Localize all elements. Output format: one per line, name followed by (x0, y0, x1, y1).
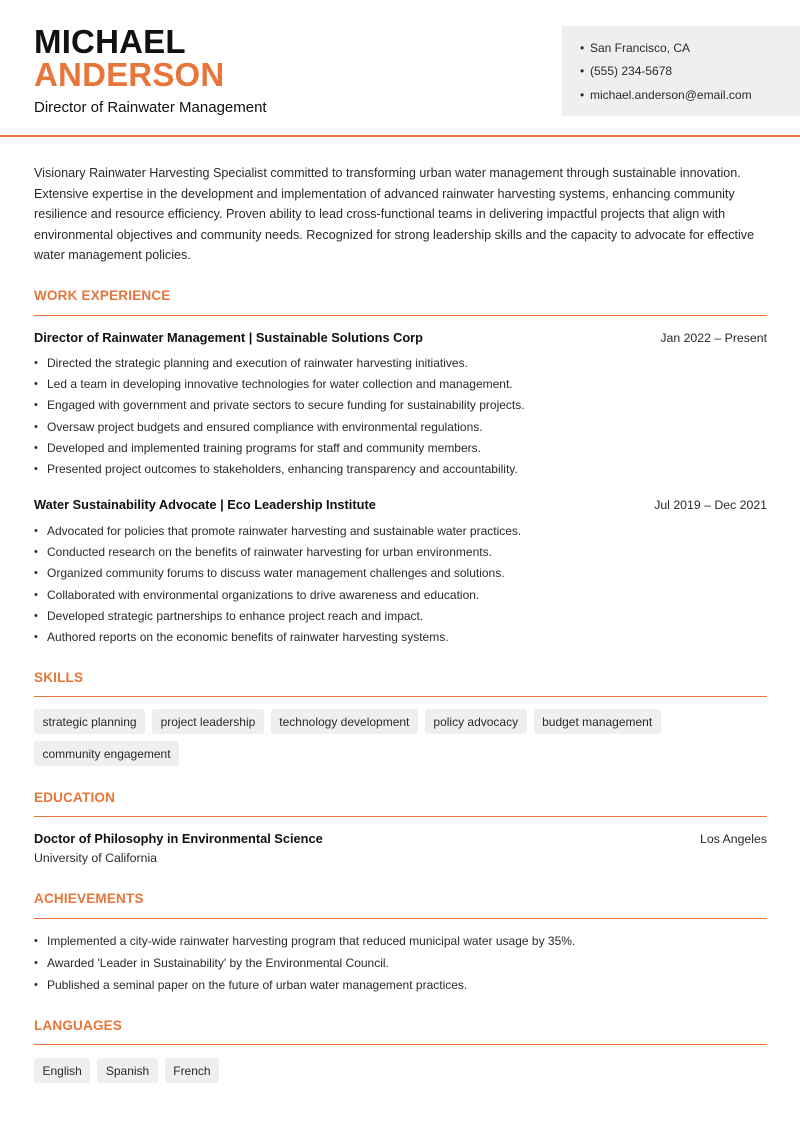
contact-phone-text[interactable]: (555) 234-5678 (590, 64, 673, 79)
bullet-icon: • (34, 524, 38, 537)
bullet-icon: • (34, 609, 38, 622)
last-name: ANDERSON (34, 56, 225, 93)
list-item (34, 605, 767, 626)
bullet-icon: • (34, 979, 38, 991)
list-item (34, 458, 767, 479)
list-item (34, 395, 767, 416)
section-title-skills: SKILLS (34, 670, 84, 685)
bullet-icon: • (580, 40, 585, 55)
bullet-icon: • (34, 420, 38, 433)
list-item-text: Led a team in developing innovative technologies for water collection and management. (47, 376, 513, 391)
list-item (34, 541, 767, 562)
language-tag: English (34, 1058, 90, 1083)
contact-location (580, 36, 800, 60)
languages-tag-list (34, 1058, 774, 1083)
section-title-languages: LANGUAGES (34, 1018, 123, 1033)
skill-tag: budget management (534, 709, 661, 734)
list-item-text: Implemented a city-wide rainwater harvesting program that reduced municipal water usage by 35%. (47, 934, 576, 948)
list-item (34, 520, 767, 541)
list-item-text: Developed strategic partnerships to enhance project reach and impact. (47, 608, 424, 623)
list-item-text: Advocated for policies that promote rainwater harvesting and sustainable water practices. (47, 523, 522, 538)
bullet-icon: • (580, 87, 585, 102)
list-item (34, 930, 767, 952)
skill-tag: community engagement (34, 741, 179, 766)
bullet-icon: • (34, 588, 38, 601)
language-tag: French (165, 1058, 219, 1083)
job-dates: Jul 2019 – Dec 2021 (654, 498, 767, 512)
achievements-list (34, 930, 767, 996)
bullet-icon: • (34, 399, 38, 412)
list-item-text: Directed the strategic planning and execution of rainwater harvesting initiatives. (47, 355, 468, 370)
bullet-icon: • (34, 935, 38, 947)
bullet-icon: • (34, 377, 38, 390)
list-item-text: Published a seminal paper on the future of urban water management practices. (47, 978, 468, 992)
skills-tag-list (34, 709, 774, 766)
list-item (34, 563, 767, 584)
job-entry-header (34, 330, 767, 345)
job-entry-header (34, 497, 767, 512)
bullet-icon: • (34, 631, 38, 644)
section-title-work: WORK EXPERIENCE (34, 288, 171, 303)
list-item (34, 626, 767, 647)
skill-tag: policy advocacy (425, 709, 527, 734)
skill-tag: technology development (271, 709, 418, 734)
list-item-text: Collaborated with environmental organizations to drive awareness and education. (47, 587, 480, 602)
list-item-text: Engaged with government and private sectors to secure funding for sustainability projects. (47, 398, 525, 413)
skill-tag: project leadership (152, 709, 264, 734)
skill-tag: strategic planning (34, 709, 145, 734)
section-title-education: EDUCATION (34, 790, 116, 805)
list-item-text: Awarded 'Leader in Sustainability' by the Environmental Council. (47, 956, 389, 970)
job-bullet-list (34, 352, 767, 480)
list-item-text: Authored reports on the economic benefits of rainwater harvesting systems. (47, 630, 449, 645)
degree: Doctor of Philosophy in Environmental Science (34, 831, 323, 846)
summary-paragraph: Visionary Rainwater Harvesting Specialist committed to transforming urban water management through sustainable innovation. Extensive expertise in the development and implementation of advanced rainwater harvesting systems, enhancing community resilience and resource efficiency. Proven ability to lead cross-functional teams in delivering impactful projects that align with environmental objectives and community needs. Recognized for strong leadership skills and the capacity to advocate for effective water management policies. (34, 166, 755, 262)
section-divider (34, 816, 767, 817)
list-item (34, 416, 767, 437)
contact-email-text[interactable]: michael.anderson@email.com (590, 87, 752, 102)
list-item-text: Oversaw project budgets and ensured compliance with environmental regulations. (47, 419, 483, 434)
section-divider (34, 696, 767, 697)
list-item (34, 974, 767, 996)
first-name: MICHAEL (34, 23, 186, 60)
education-entry-header (34, 831, 767, 846)
section-divider (34, 918, 767, 919)
bullet-icon: • (34, 545, 38, 558)
bullet-icon: • (34, 567, 38, 580)
list-item-text: Conducted research on the benefits of rainwater harvesting for urban environments. (47, 544, 492, 559)
list-item-text: Developed and implemented training programs for staff and community members. (47, 440, 481, 455)
job-dates: Jan 2022 – Present (660, 331, 767, 345)
job-bullet-list (34, 520, 767, 648)
section-title-achievements: ACHIEVEMENTS (34, 891, 144, 906)
job-role: Water Sustainability Advocate | Eco Leadership Institute (34, 497, 376, 512)
list-item (34, 437, 767, 458)
contact-location-text: San Francisco, CA (590, 40, 691, 55)
list-item (34, 352, 767, 373)
list-item (34, 952, 767, 974)
contact-box (562, 26, 800, 116)
bullet-icon: • (34, 957, 38, 969)
list-item (34, 373, 767, 394)
language-tag: Spanish (97, 1058, 157, 1083)
bullet-icon: • (34, 463, 38, 476)
education-location: Los Angeles (699, 832, 767, 846)
contact-email (580, 83, 800, 107)
job-role: Director of Rainwater Management | Sustainable Solutions Corp (34, 330, 423, 345)
contact-phone (580, 60, 800, 84)
bullet-icon: • (34, 441, 38, 454)
section-divider (34, 315, 767, 316)
list-item (34, 584, 767, 605)
bullet-icon: • (34, 356, 38, 369)
bullet-icon: • (580, 64, 585, 79)
list-item-text: Organized community forums to discuss water management challenges and solutions. (47, 566, 505, 581)
resume-header (0, 0, 800, 137)
job-title: Director of Rainwater Management (34, 99, 267, 116)
school-name: University of California (34, 851, 158, 865)
section-divider (34, 1044, 767, 1045)
list-item-text: Presented project outcomes to stakeholders, enhancing transparency and accountability. (47, 462, 518, 477)
